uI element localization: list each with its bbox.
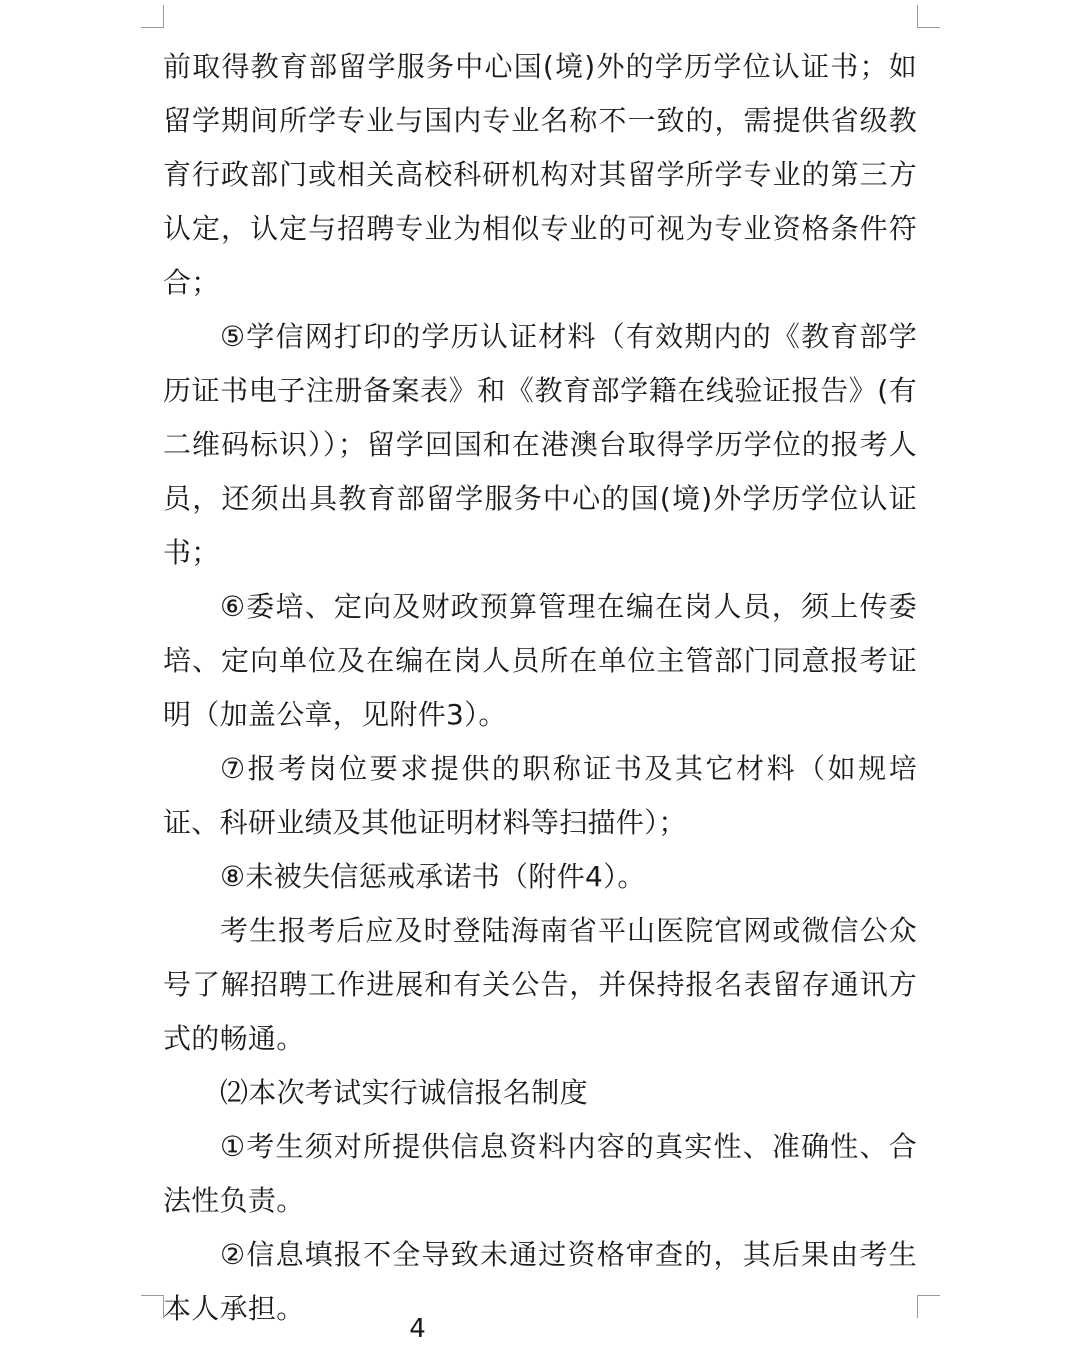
paragraph-9: ②信息填报不全导致未通过资格审查的，其后果由考生本人承担。 — [163, 1238, 917, 1325]
paragraph-2: ⑤学信网打印的学历认证材料（有效期内的《教育部学历证书电子注册备案表》和《教育部学籍在线验证报告》(有二维码标识））；留学回国和在港澳台取得学历学位的报考人员，还须出具教育部留学服务中心的国(境)外学历学位认证书； — [163, 320, 917, 569]
document-body — [163, 40, 917, 1336]
paragraph-8: ①考生须对所提供信息资料内容的真实性、准确性、合法性负责。 — [163, 1130, 917, 1217]
paragraph-6: 考生报考后应及时登陆海南省平山医院官网或微信公众号了解招聘工作进展和有关公告，并保持报名表留存通讯方式的畅通。 — [163, 914, 917, 1055]
paragraph-7: ⑵本次考试实行诚信报名制度 — [220, 1076, 588, 1109]
paragraph-5: ⑧未被失信惩戒承诺书（附件4）。 — [220, 860, 646, 893]
page-corner-mark-top-right — [917, 5, 940, 28]
paragraph-1: 前取得教育部留学服务中心国(境)外的学历学位认证书；如留学期间所学专业与国内专业名称不一致的，需提供省级教育行政部门或相关高校科研机构对其留学所学专业的第三方认定，认定与招聘专业为相似专业的可视为专业资格条件符合； — [163, 50, 917, 299]
paragraph-4: ⑦报考岗位要求提供的职称证书及其它材料（如规培证、科研业绩及其他证明材料等扫描件）； — [163, 752, 917, 839]
page-number: 4 — [409, 1314, 426, 1344]
paragraph-3: ⑥委培、定向及财政预算管理在编在岗人员，须上传委培、定向单位及在编在岗人员所在单位主管部门同意报考证明（加盖公章，见附件3）。 — [163, 590, 917, 731]
page-corner-mark-top-left — [141, 5, 164, 28]
page-corner-mark-bottom-right — [917, 1295, 940, 1318]
